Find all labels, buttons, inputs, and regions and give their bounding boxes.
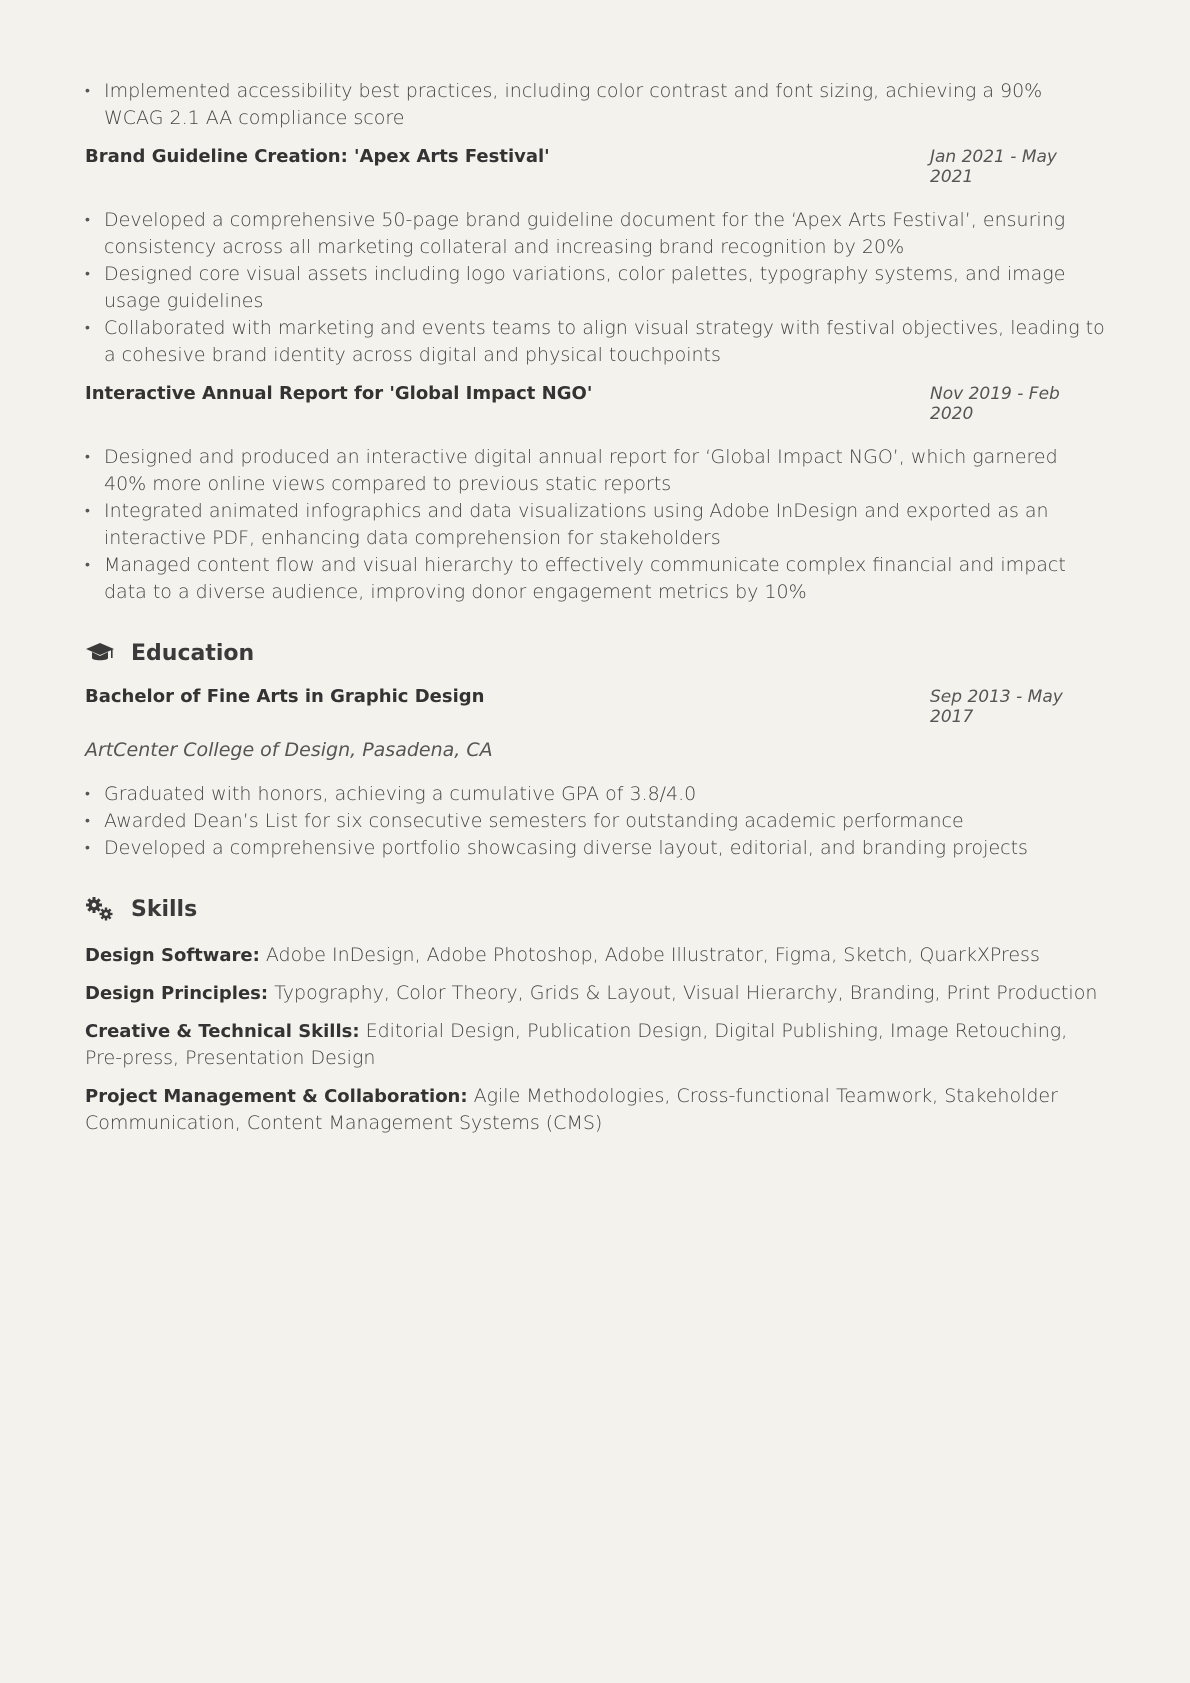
- section-title: Education: [131, 640, 255, 666]
- project-title: Interactive Annual Report for 'Global Impact NGO': [85, 383, 593, 404]
- project-date: Jan 2021 - May 2021: [930, 147, 1057, 187]
- skill-row: [85, 980, 1105, 1007]
- list-item: • Collaborated with marketing and events teams to align visual strategy with festival objectives, leading to a cohesive brand identity across digital and physical touchpoints: [85, 315, 1105, 369]
- experience-bullet-list: [85, 78, 1105, 132]
- degree-title: Bachelor of Fine Arts in Graphic Design: [85, 686, 485, 707]
- skill-label: Creative & Technical Skills:: [85, 1021, 360, 1042]
- education-bullet-list: [85, 781, 1105, 862]
- project-date: Nov 2019 - Feb 2020: [930, 384, 1060, 424]
- skill-label: Design Principles:: [85, 983, 269, 1004]
- degree-date: Sep 2013 - May 2017: [930, 687, 1063, 727]
- project-header: [85, 383, 1105, 424]
- institution: ArtCenter College of Design, Pasadena, CA: [85, 739, 493, 761]
- gears-icon: [85, 896, 115, 922]
- skill-value: Typography, Color Theory, Grids & Layout, Visual Hierarchy, Branding, Print Production: [274, 982, 1098, 1004]
- project-title: Brand Guideline Creation: 'Apex Arts Festival': [85, 146, 550, 167]
- project-header: [85, 146, 1105, 187]
- project-bullet-list: [85, 207, 1105, 369]
- list-item: • Designed and produced an interactive digital annual report for ‘Global Impact NGO’, which garnered 40% more online views compared to previous static reports: [85, 444, 1105, 498]
- education-section-header: [85, 640, 1105, 666]
- skill-value: Agile Methodologies, Cross-functional Teamwork, Stakeholder Communication, Content Management Systems (CMS): [85, 1085, 1058, 1134]
- skill-row: [85, 1018, 1105, 1072]
- skill-row: [85, 1083, 1105, 1137]
- section-title: Skills: [131, 896, 198, 922]
- skill-value: Adobe InDesign, Adobe Photoshop, Adobe Illustrator, Figma, Sketch, QuarkXPress: [265, 944, 1040, 966]
- skill-label: Design Software:: [85, 945, 260, 966]
- skills-section-header: [85, 896, 1105, 922]
- skill-value: Editorial Design, Publication Design, Digital Publishing, Image Retouching, Pre-press, Presentation Design: [85, 1020, 1068, 1069]
- list-item: • Integrated animated infographics and data visualizations using Adobe InDesign and exported as an interactive PDF, enhancing data comprehension for stakeholders: [85, 498, 1105, 552]
- list-item: • Graduated with honors, achieving a cumulative GPA of 3.8/4.0: [85, 781, 1105, 808]
- list-item: • Designed core visual assets including logo variations, color palettes, typography systems, and image usage guidelines: [85, 261, 1105, 315]
- list-item: • Developed a comprehensive portfolio showcasing diverse layout, editorial, and branding projects: [85, 835, 1105, 862]
- degree-header: [85, 686, 1105, 727]
- graduation-cap-icon: [85, 640, 115, 666]
- list-item: • Developed a comprehensive 50-page brand guideline document for the ‘Apex Arts Festival’, ensuring consistency across all marketing collateral and increasing brand recognition by 20%: [85, 207, 1105, 261]
- project-bullet-list: [85, 444, 1105, 606]
- list-item: • Managed content flow and visual hierarchy to effectively communicate complex financial and impact data to a diverse audience, improving donor engagement metrics by 10%: [85, 552, 1105, 606]
- skill-label: Project Management & Collaboration:: [85, 1086, 468, 1107]
- list-item: • Awarded Dean’s List for six consecutive semesters for outstanding academic performance: [85, 808, 1105, 835]
- skill-row: [85, 942, 1105, 969]
- list-item: • Implemented accessibility best practices, including color contrast and font sizing, achieving a 90% WCAG 2.1 AA compliance score: [85, 78, 1105, 132]
